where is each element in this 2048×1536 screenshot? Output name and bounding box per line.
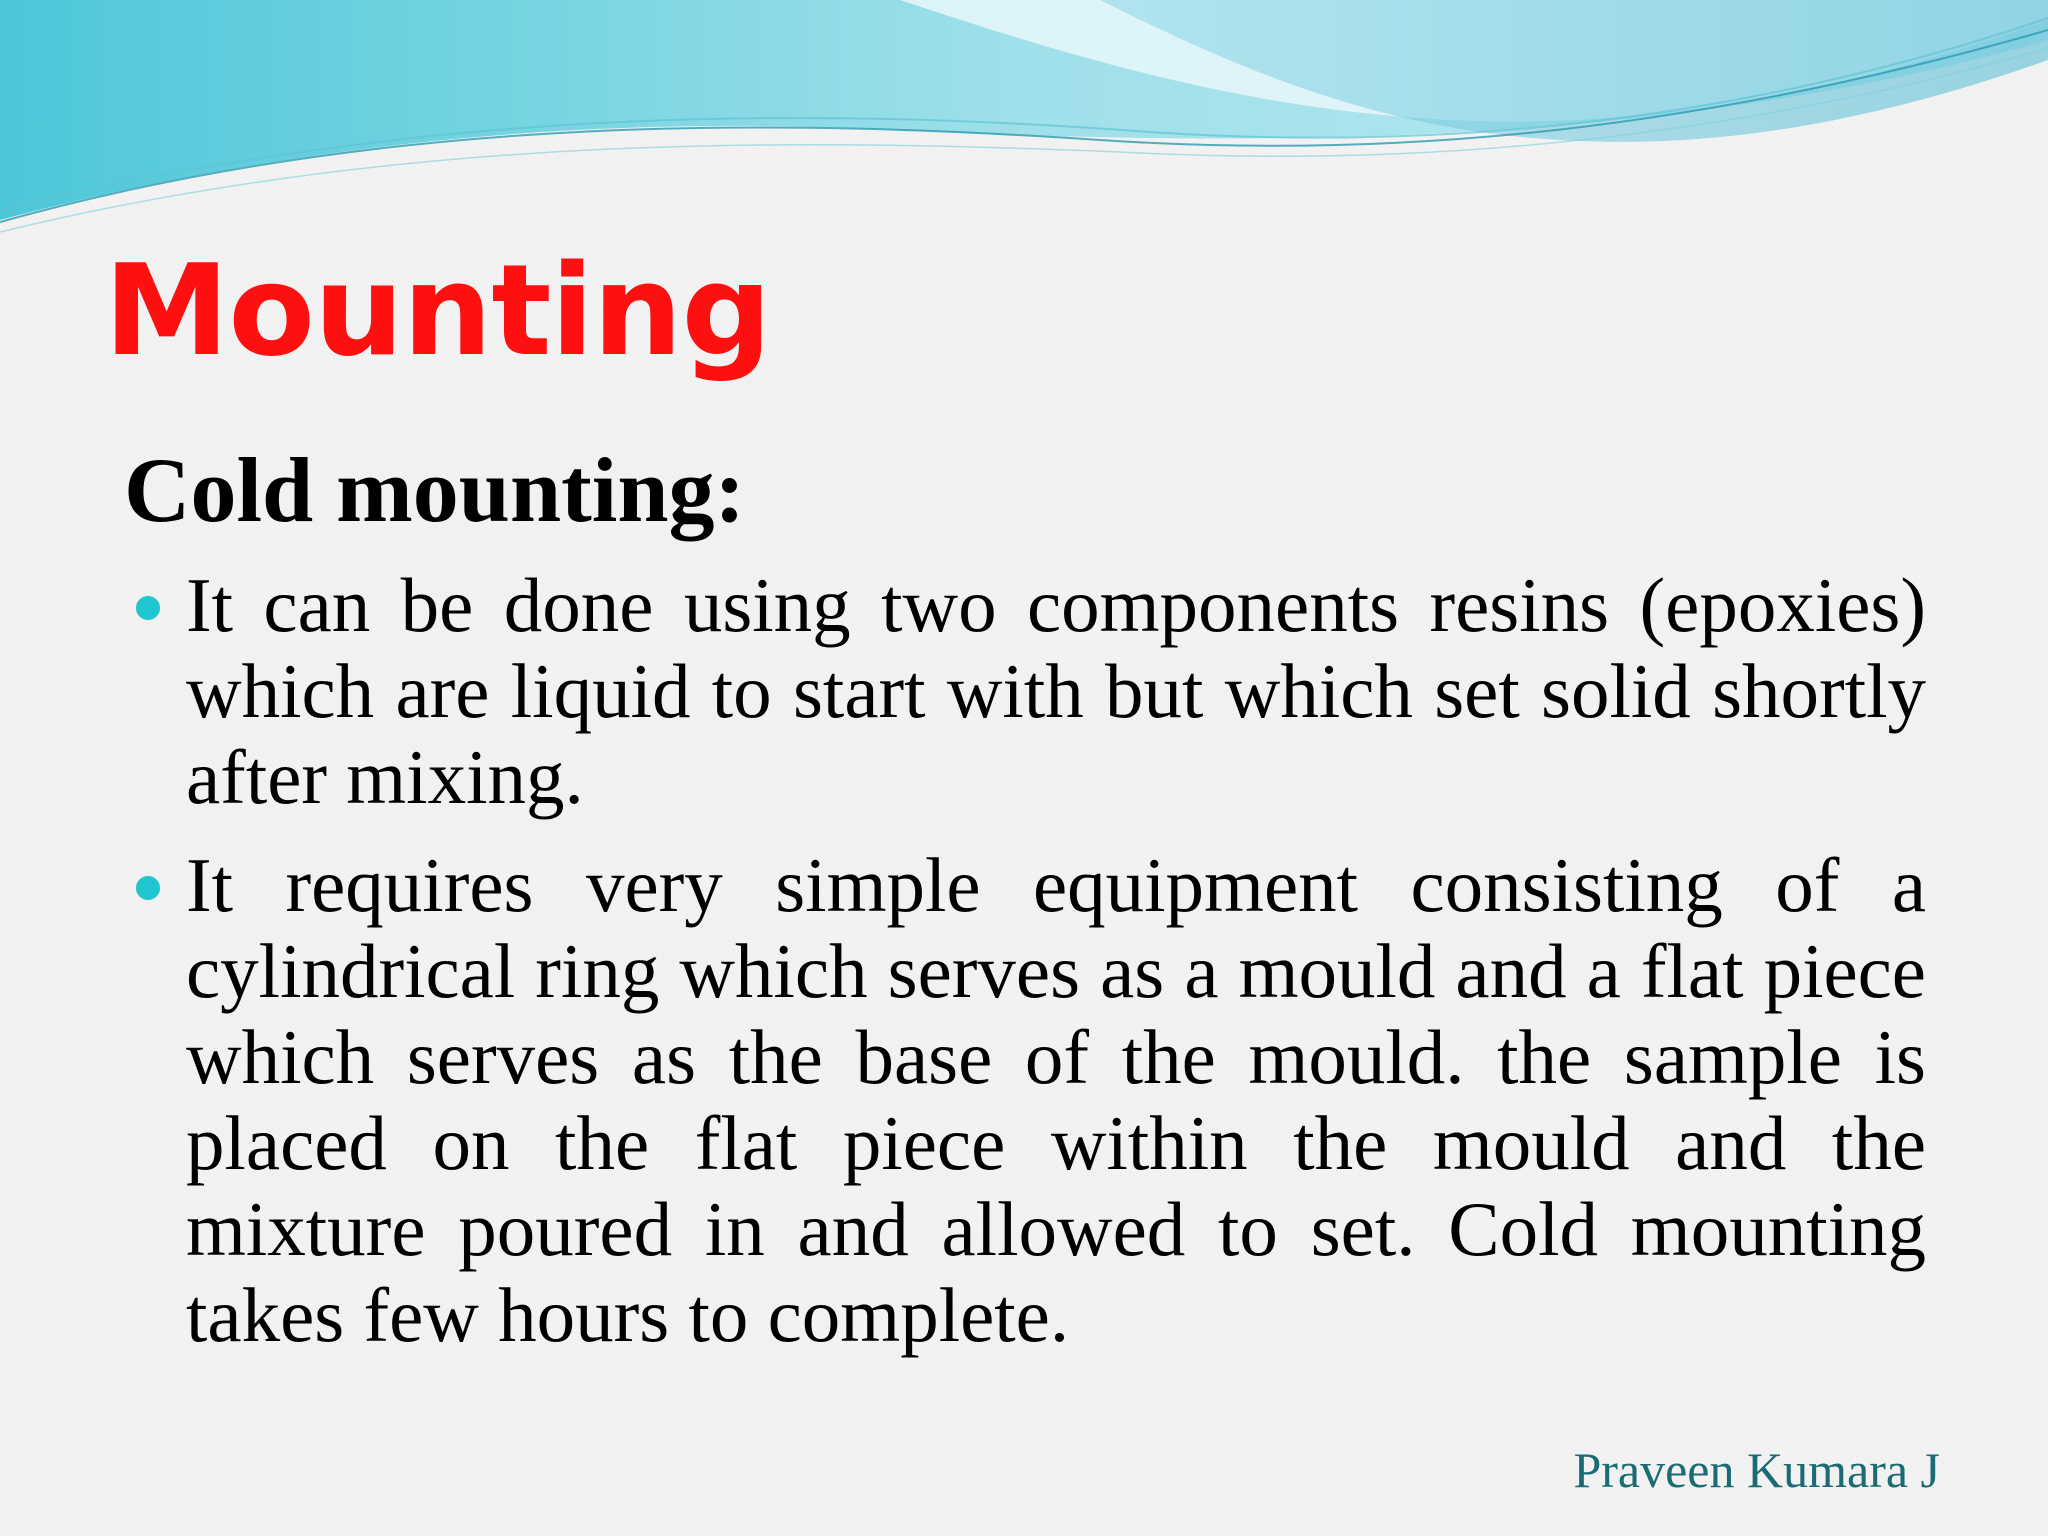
- bullet-item: [186, 562, 1926, 820]
- bullet-list: [0, 562, 2048, 1380]
- author-footer: Praveen Kumara J: [1573, 1442, 1940, 1498]
- bullet-text: It can be done using two components resins (epoxies) which are liquid to start with but which set solid shortly after mixing.: [186, 562, 1926, 820]
- bullet-text: It requires very simple equipment consisting of a cylindrical ring which serves as a mould and a flat piece which serves as the base of the mould. the sample is placed on the flat piece within the mould and the mixture poured in and allowed to set. Cold mounting takes few hours to complete.: [186, 842, 1926, 1358]
- bullet-dot-icon: [136, 876, 160, 900]
- slide-title: Mounting: [104, 237, 771, 384]
- header-wave-decoration: [0, 0, 2048, 240]
- bullet-dot-icon: [136, 596, 160, 620]
- bullet-item: [186, 842, 1926, 1358]
- section-heading: Cold mounting:: [124, 439, 746, 541]
